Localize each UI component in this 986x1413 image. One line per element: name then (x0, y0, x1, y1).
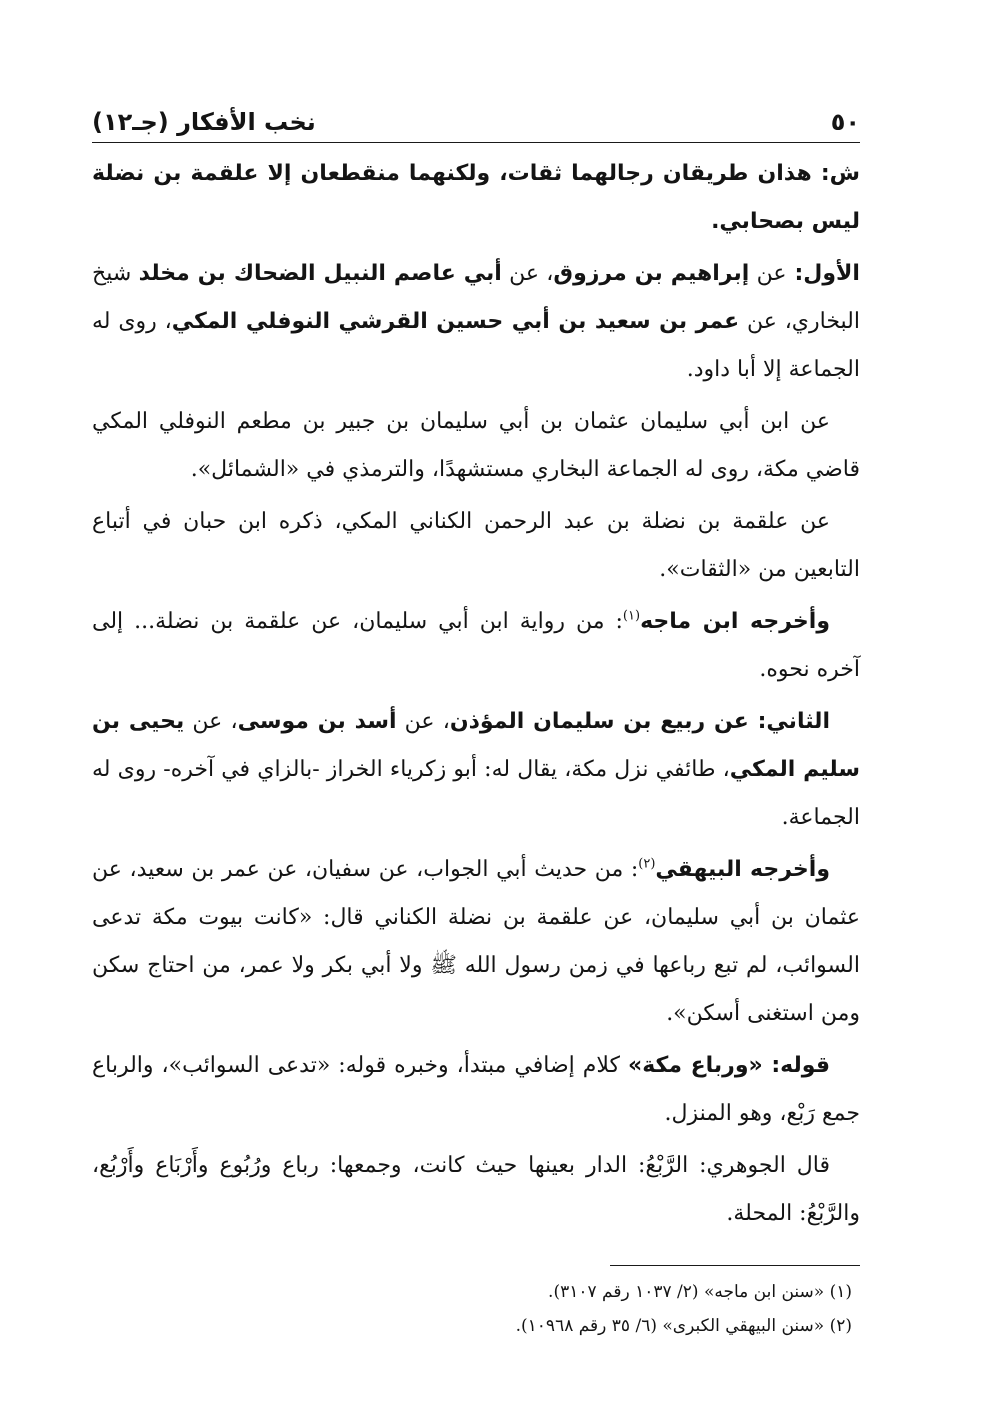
running-title: نخب الأفكار (جـ١٢) (92, 108, 316, 136)
bold-text: ش: هذان طريقان رجالهما ثقات، ولكنهما منقطعان إلا علقمة بن نضلة ليس بصحابي. (92, 161, 860, 234)
paragraph (92, 846, 860, 1038)
text-run: ، طائفي نزل مكة، يقال له: أبو زكرياء الخراز -بالزاي في آخره- روى له الجماعة. (92, 757, 860, 830)
text-run: : من رواية ابن أبي سليمان، عن علقمة بن نضلة... إلى آخره نحوه. (92, 609, 860, 682)
paragraph (92, 150, 860, 246)
text-run: ، عن (184, 709, 238, 734)
body-text (92, 150, 860, 1242)
paragraph (92, 1142, 860, 1238)
bold-text: عمر بن سعيد بن أبي حسين القرشي النوفلي المكي (171, 309, 740, 334)
text-run: ، روى له الجماعة إلا أبا داود. (92, 309, 860, 382)
bold-text: وأخرجه البيهقي (655, 857, 831, 882)
text-run: قال الجوهري: الرَّبْعُ: الدار بعينها حيث كانت، وجمعها: رباع ورُبُوع وأَرْبَاع وأَرْبُع، والرَّبْعُ: المحلة. (92, 1153, 860, 1226)
paragraph (92, 698, 860, 842)
paragraph (92, 398, 860, 494)
footnote: (٢) «سنن البيهقي الكبرى» (٦/ ٣٥ رقم ١٠٩٦٨). (515, 1316, 852, 1336)
text-run: كلام إضافي مبتدأ، وخبره قوله: «تدعى السوائب»، والرباع جمع رَبْع، وهو المنزل. (92, 1053, 860, 1126)
text-run: عن (749, 261, 787, 286)
page-header (92, 92, 860, 143)
footnote: (١) «سنن ابن ماجه» (٢/ ١٠٣٧ رقم ٣١٠٧). (548, 1282, 852, 1302)
bold-text: إبراهيم بن مرزوق (553, 261, 750, 286)
text-run: عن علقمة بن نضلة بن عبد الرحمن الكناني المكي، ذكره ابن حبان في أتباع التابعين من «الثقات». (92, 509, 860, 582)
bold-text: أسد بن موسى (237, 709, 397, 734)
text-run: : من حديث أبي الجواب، عن سفيان، عن عمر بن سعيد، عن عثمان بن أبي سليمان، عن علقمة بن نضلة الكناني قال: «كانت بيوت مكة تدعى السوائب، لم تبع رباعها في زمن رسول الله ﷺ ولا أبي بكر ولا عمر، من احتاج سكن ومن استغنى أسكن». (92, 857, 860, 1026)
text-run: ، عن (396, 709, 450, 734)
footnote-divider (610, 1265, 860, 1266)
footnotes (92, 1275, 860, 1343)
bold-text: الثاني: عن ربيع بن سليمان المؤذن (449, 709, 830, 734)
footnote-ref: (٢) (638, 856, 656, 872)
paragraph (92, 250, 860, 394)
text-run: عن ابن أبي سليمان عثمان بن أبي سليمان بن جبير بن مطعم النوفلي المكي قاضي مكة، روى له الجماعة البخاري مستشهدًا، والترمذي في «الشمائل». (92, 409, 860, 482)
paragraph (92, 1042, 860, 1138)
text-run: شيخ البخاري، عن (92, 261, 860, 334)
paragraph (92, 598, 860, 694)
footnote-ref: (١) (622, 608, 641, 624)
page-number: ٥٠ (830, 108, 860, 136)
bold-text: يحيى بن سليم المكي (92, 709, 860, 782)
paragraph (92, 498, 860, 594)
text-run: ، عن (501, 261, 554, 286)
bold-text: وأخرجه ابن ماجه (640, 609, 831, 634)
bold-text: قوله: «ورباع مكة» (628, 1053, 830, 1078)
bold-text: الأول: (786, 261, 860, 286)
bold-text: أبي عاصم النبيل الضحاك بن مخلد (138, 261, 502, 286)
